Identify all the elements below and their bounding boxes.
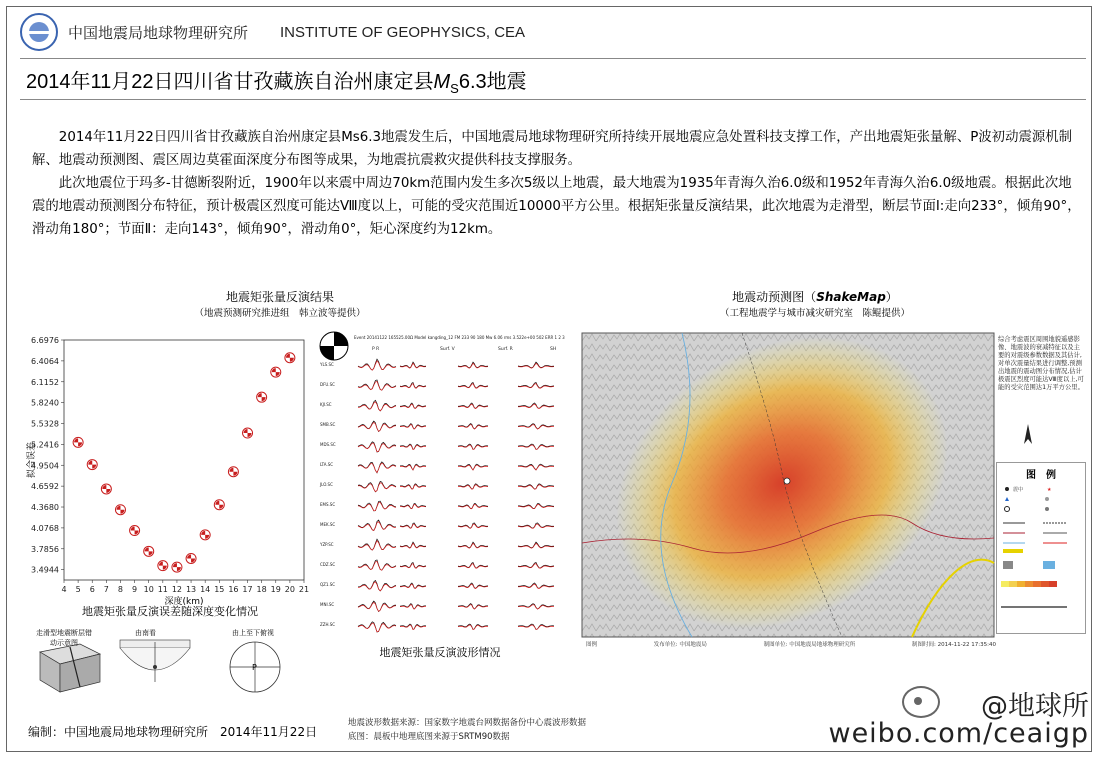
title-bar [20,58,1086,100]
waveform-observed [458,563,488,568]
svg-text:★: ★ [1047,487,1052,493]
station-label: MDS.SC [320,442,336,447]
station-label: MNI.SC [320,602,335,607]
y-tick-label: 3.4944 [31,565,59,575]
moment-tensor-title: 地震矩张量反演结果 [225,290,334,304]
waveform-observed [358,400,396,411]
station-label: YZP.SC [320,542,334,547]
station-label: DFU.SC [320,382,335,387]
waveform-observed [358,442,396,452]
x-tick-label: 12 [171,585,183,594]
waveform-observed [358,580,396,591]
waveform-column-label: Surf. R [498,347,513,352]
shakemap-notes: 综合考虑震区周围地貌遥感影像、地震波的衰减特征以及主要的对震级参数数据及其估计,对单次震量结果进行调整,预测出地震的震动图分布情况,估计极震区烈度可能达Ⅷ度以上,可能的受灾范围达1万平方公里。 [998,336,1084,391]
waveform-header: Event 20141122 165525.00Ω Model kangding_12 FM 233 90 180 Mw 6.06 rms 3.522e+00 502 ERR 1 2 3 [354,335,565,340]
x-tick-label: 7 [103,585,109,594]
station-label: EMS.SC [320,502,336,507]
waveform-observed [358,421,396,432]
station-label: KJI.SC [320,402,332,407]
waveform-synthetic [358,463,396,472]
station-label: JLO.SC [320,482,333,487]
station-label: MEK.SC [320,522,336,527]
y-axis-label: 拟合误差 [27,441,37,479]
institute-name-en: INSTITUTE OF GEOPHYSICS, CEA [280,23,526,41]
x-tick-label: 5 [75,585,81,594]
waveform-synthetic [358,422,396,431]
shakemap-title: 地震动预测图（ShakeMap） [732,290,898,304]
x-tick-label: 6 [89,585,95,594]
y-tick-label: 3.7856 [31,544,59,554]
waveform-column-label: P R [372,347,380,352]
editor-credit: 编制：中国地震局地球物理研究所 2014年11月22日 [28,725,318,739]
station-label: CDZ.SC [320,562,336,567]
waveform-observed [458,523,488,528]
x-tick-label: 15 [214,585,225,594]
weibo-url: weibo.com/ceaigp [828,718,1089,749]
x-tick-label: 8 [117,585,124,594]
svg-text:震中: 震中 [1013,487,1024,493]
shakemap-subtitle: （工程地震学与城市减灾研究室 陈鲲提供） [719,308,910,319]
y-tick-label: 6.1152 [31,377,59,387]
waveform-observed [358,601,396,612]
waveform-observed [518,523,554,528]
page-title: 2014年11月22日四川省甘孜藏族自治州康定县$M_S6.3$地震 [26,71,527,96]
intro-text [32,126,1082,241]
waveform-synthetic [358,602,396,611]
moment-tensor-subtitle: （地震预测研究推进组 韩立波等提供） [194,308,366,319]
x-tick-label: 11 [157,585,168,594]
data-source-2: 底图：晨板中地理底图来源于SRTM90数据 [348,732,510,742]
x-tick-label: 10 [143,585,154,594]
waveform-synthetic [358,502,396,510]
station-label: SMB.SC [320,422,336,427]
waveform-column-label: SH [550,347,557,352]
header [20,12,525,52]
waveform-synthetic [358,561,396,570]
institute-logo [20,13,58,51]
x-tick-label: 17 [242,585,253,594]
section-diagram [120,640,190,682]
diagram-caption-3: 由上至下俯视 [232,629,274,637]
x-tick-label: 4 [61,585,67,594]
waveform-column-label: Surf. V [440,347,455,352]
waveform-synthetic [358,443,396,452]
fault-block-diagram [40,644,100,692]
y-tick-label: 5.8240 [31,398,59,408]
x-tick-label: 9 [132,585,138,594]
svg-text:P: P [252,663,257,672]
data-source-1: 地震波形数据来源：国家数字地震台网数据备份中心震波形数据 [348,718,587,728]
x-tick-label: 13 [185,585,197,594]
y-tick-label: 4.3680 [31,503,59,513]
y-tick-label: 4.0768 [31,523,59,533]
diagram-caption-1: 走滑型地震断层错动示意图 [36,629,92,647]
shakemap [582,333,994,637]
y-tick-label: 4.9504 [31,461,59,471]
x-tick-label: 21 [298,585,310,594]
institute-name-cn: 中国地震局地球物理研究所 [68,23,249,42]
x-tick-label: 18 [256,585,267,594]
chart-caption: 地震矩张量反演误差随深度变化情况 [82,605,258,618]
waveform-panel [318,330,568,640]
y-tick-label: 5.5328 [31,419,59,429]
station-label: LTA.SC [320,462,334,467]
waveform-caption: 地震矩张量反演波形情况 [379,646,501,659]
y-tick-label: 6.6976 [31,336,59,345]
legend-symbols [997,481,1085,631]
station-label: YLS.SC [320,362,334,367]
waveform-observed [400,563,426,568]
waveform-observed [518,563,554,568]
station-label: QZ1.SC [320,582,336,587]
waveform-synthetic [358,623,396,632]
depth-error-chart [22,330,312,607]
weibo-icon [902,686,940,718]
map-legend [996,462,1086,634]
beachball-diagram [230,642,280,692]
station-label: ZZH.SC [320,622,336,627]
y-tick-label: 6.4064 [31,356,59,366]
x-tick-label: 19 [270,585,281,594]
intro-paragraph-1: 2014年11月22日四川省甘孜藏族自治州康定县Ms6.3地震发生后，中国地震局地球物理研究所持续开展地震应急处置科技支撑工作，产出地震矩张量解、P波初动震源机制解、地震动预测图、震区周边莫霍面深度分布图等成果，为地震抗震救灾提供科技支撑服务。 [32,130,1073,168]
weibo-watermark [820,680,1095,755]
intro-paragraph-2: 此次地震位于玛多-甘德断裂附近，1900年以来震中周边70km范围内发生多次5级以上地震，最大地震为1935年青海久治6.0级和1952年青海久治6.0级地震。根据此次地震的地震动预测图分布特征，预计极震区烈度可能达Ⅷ度以上，可能的受灾范围近10000平方公里。根据矩张量反演结果，此次地震为走滑型，断层节面Ⅰ:走向233°，倾角90°，滑动角180°；节面Ⅱ：走向143°，倾角90°，滑动角0°，矩心深度约为12km。 [32,176,1081,237]
y-tick-label: 4.6592 [31,482,59,492]
waveform-observed [358,622,396,632]
waveform-synthetic [358,522,396,531]
map-footer: 图例 发布单位: 中国地震局 制图单位: 中国地震局地球物理研究所 制图时间: 2014-11-22 17:35:40 [586,642,996,648]
x-axis-label: 深度(km) [164,597,204,607]
x-tick-label: 20 [284,585,295,594]
plot-frame [64,340,304,580]
waveform-observed [400,523,426,528]
diagram-caption-2: 由南看 [135,629,156,637]
north-arrow-icon [1022,424,1034,450]
x-tick-label: 16 [228,585,239,594]
legend-title: 图 例 [1026,470,1056,481]
y-tick-label: 5.2416 [31,440,59,450]
x-tick-label: 14 [200,585,211,594]
weibo-handle: @地球所 [981,691,1089,722]
